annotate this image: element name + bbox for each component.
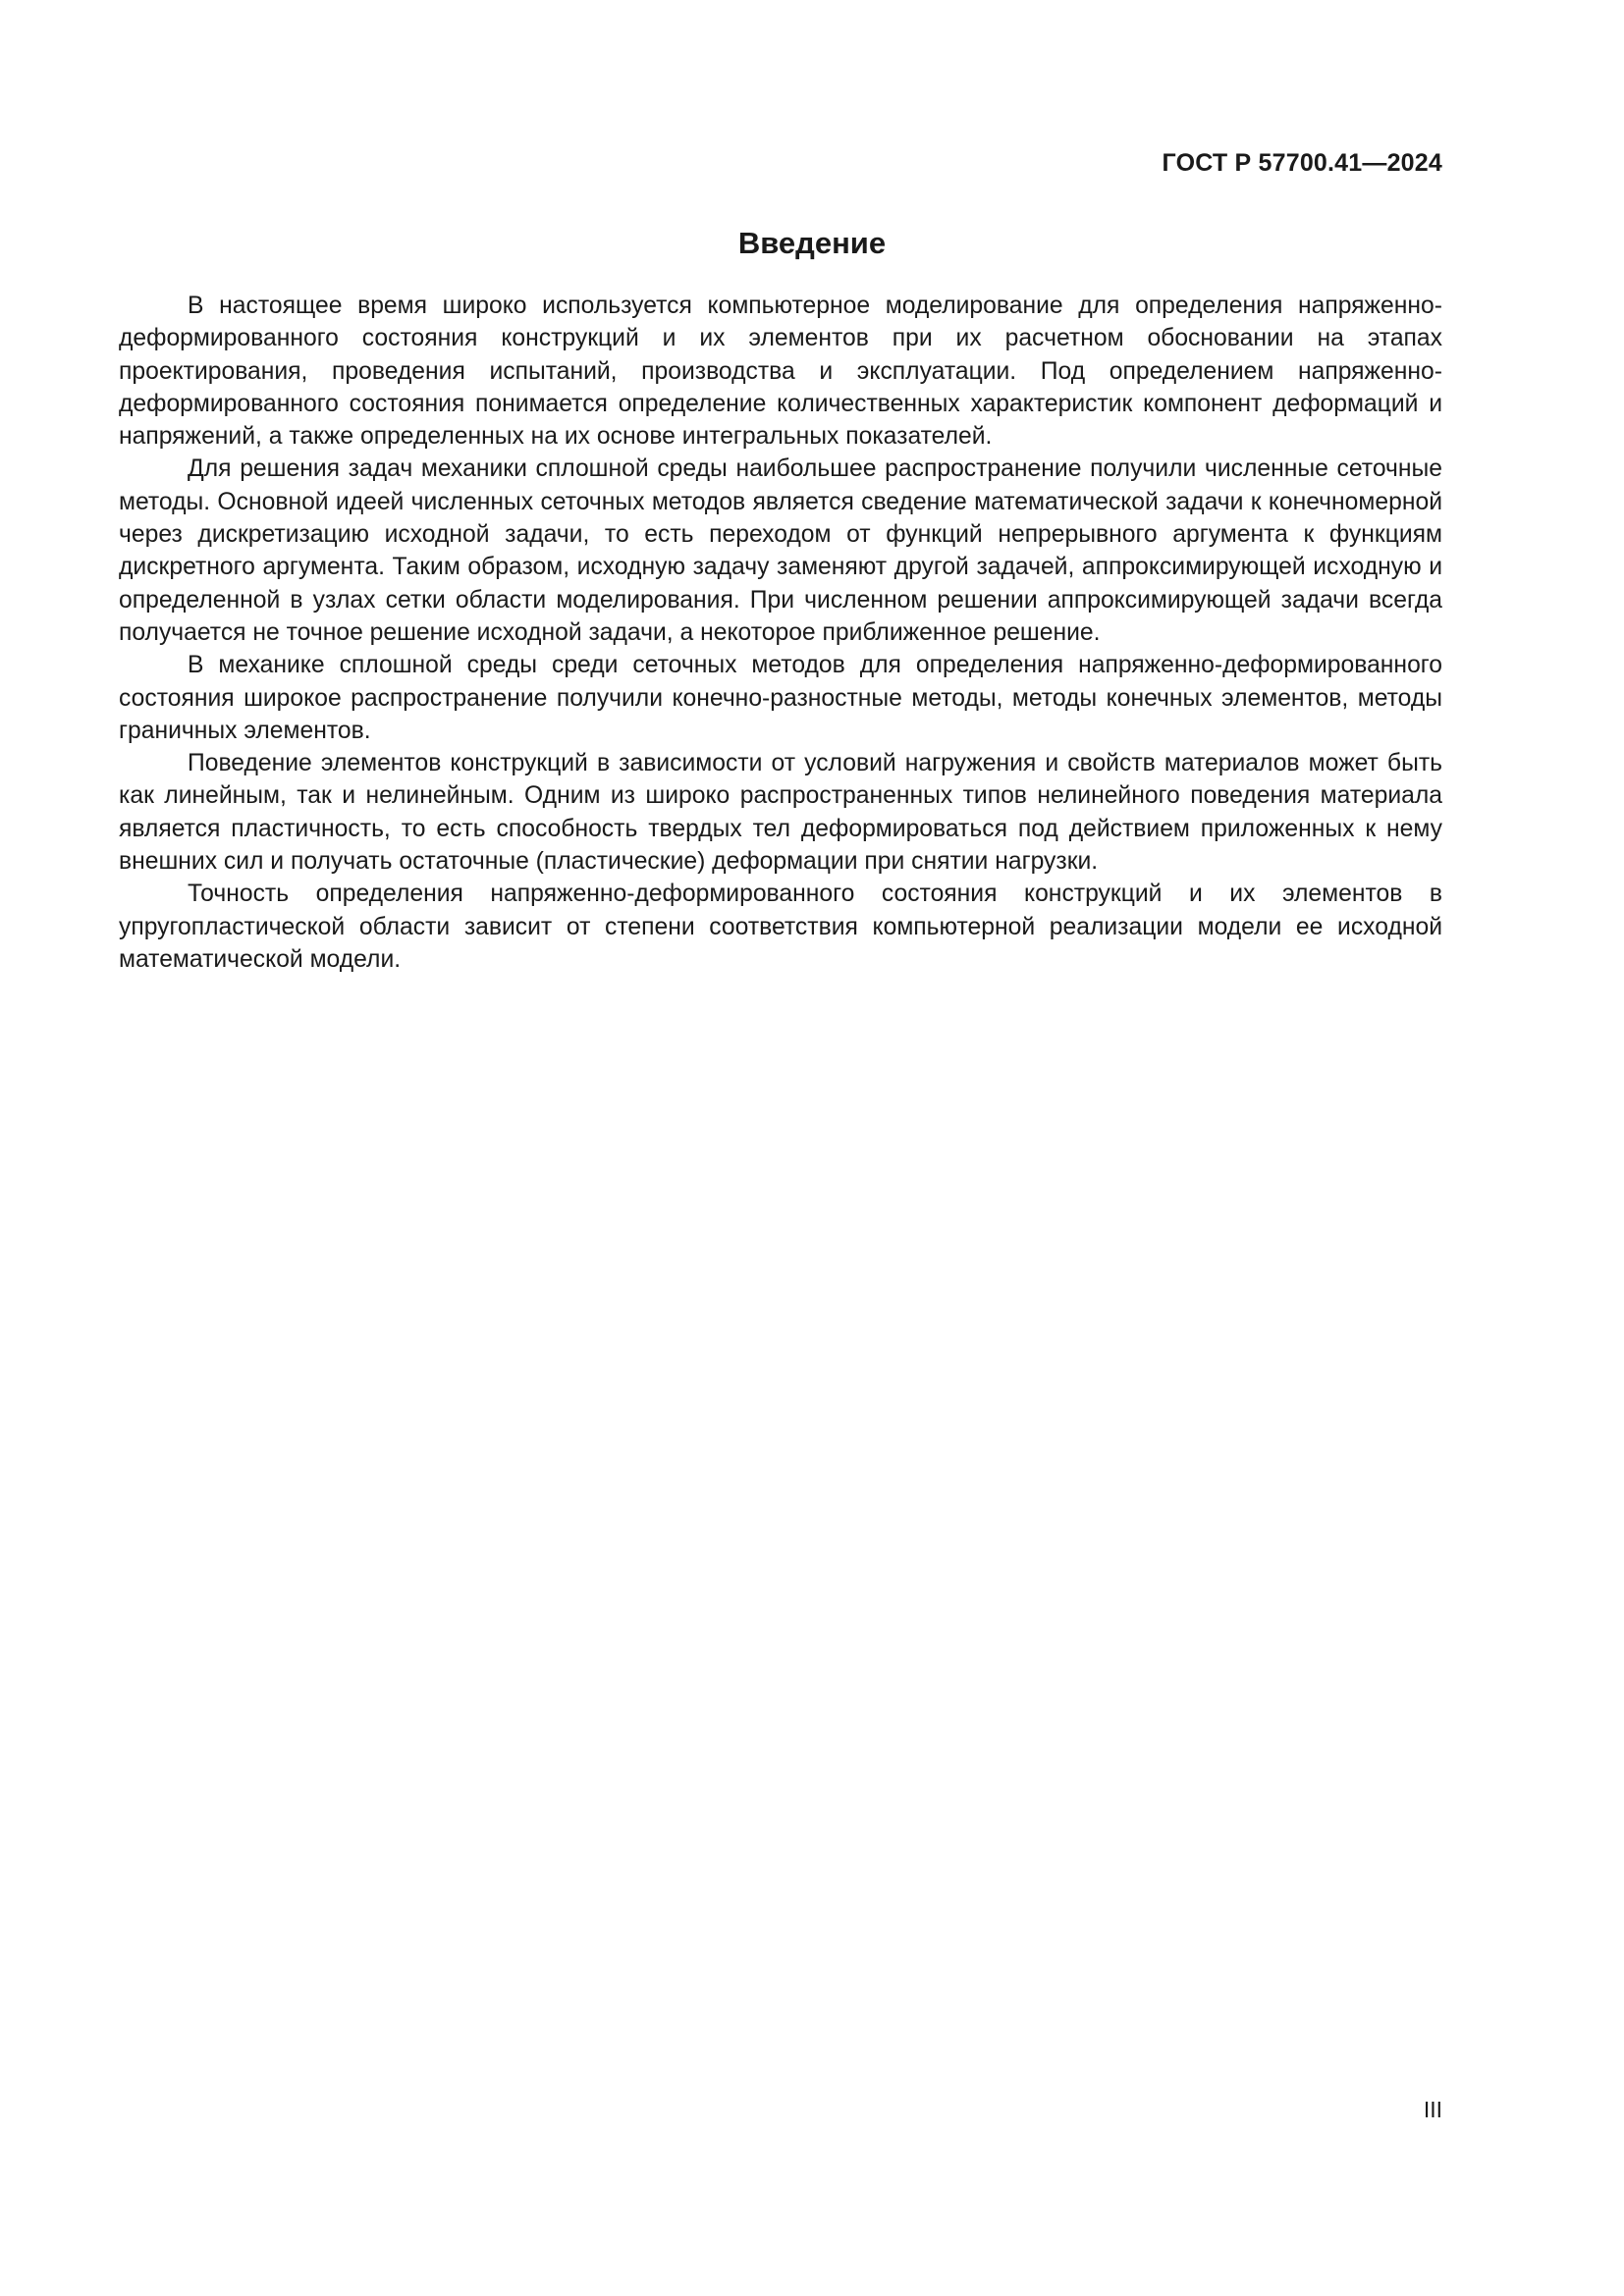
page-number: III [1423,2097,1442,2122]
paragraph-4: Поведение элементов конструкций в зависимости от условий нагружения и свойств материалов может быть как линейным, так и нелинейным. Одним из широко распространенных типов нелинейного поведения материала является пластичность, то есть способность твердых тел деформироваться под действием приложенных к нему внешних сил и получать остаточные (пластические) деформации при снятии нагрузки. [119,750,1442,876]
paragraph-2: Для решения задач механики сплошной среды наибольшее распространение получили численные сеточные методы. Основной идеей численных сеточных методов является сведение математической задачи к конечномерной через дискретизацию исходной задачи, то есть переходом от функций непрерывного аргумента к функциям дискретного аргумента. Таким образом, исходную задачу заменяют другой задачей, аппроксимирующей исходную и определенной в узлах сетки области моделирования. При численном решении аппроксимирующей задачи всегда получается не точное решение исходной задачи, а некоторое приближенное решение. [119,455,1442,646]
document-code: ГОСТ Р 57700.41—2024 [1162,149,1442,177]
section-title: Введение [737,226,887,260]
body-text [119,290,1442,976]
paragraph-1: В настоящее время широко используется компьютерное моделирование для определения напряженно-деформированного состояния конструкций и их элементов при их расчетном обосновании на этапах проектирования, проведения испытаний, производства и эксплуатации. Под определением напряженно-деформированного состояния понимается определение количественных характеристик компонент деформаций и напряжений, а также определенных на их основе интегральных показателей. [119,293,1442,451]
paragraph-5: Точность определения напряженно-деформированного состояния конструкций и их элементов в упругопластической области зависит от степени соответствия компьютерной реализации модели ее исходной математической модели. [119,881,1442,973]
paragraph-3: В механике сплошной среды среди сеточных методов для определения напряженно-деформированного состояния широкое распространение получили конечно-разностные методы, методы конечных элементов, методы граничных элементов. [119,652,1442,744]
